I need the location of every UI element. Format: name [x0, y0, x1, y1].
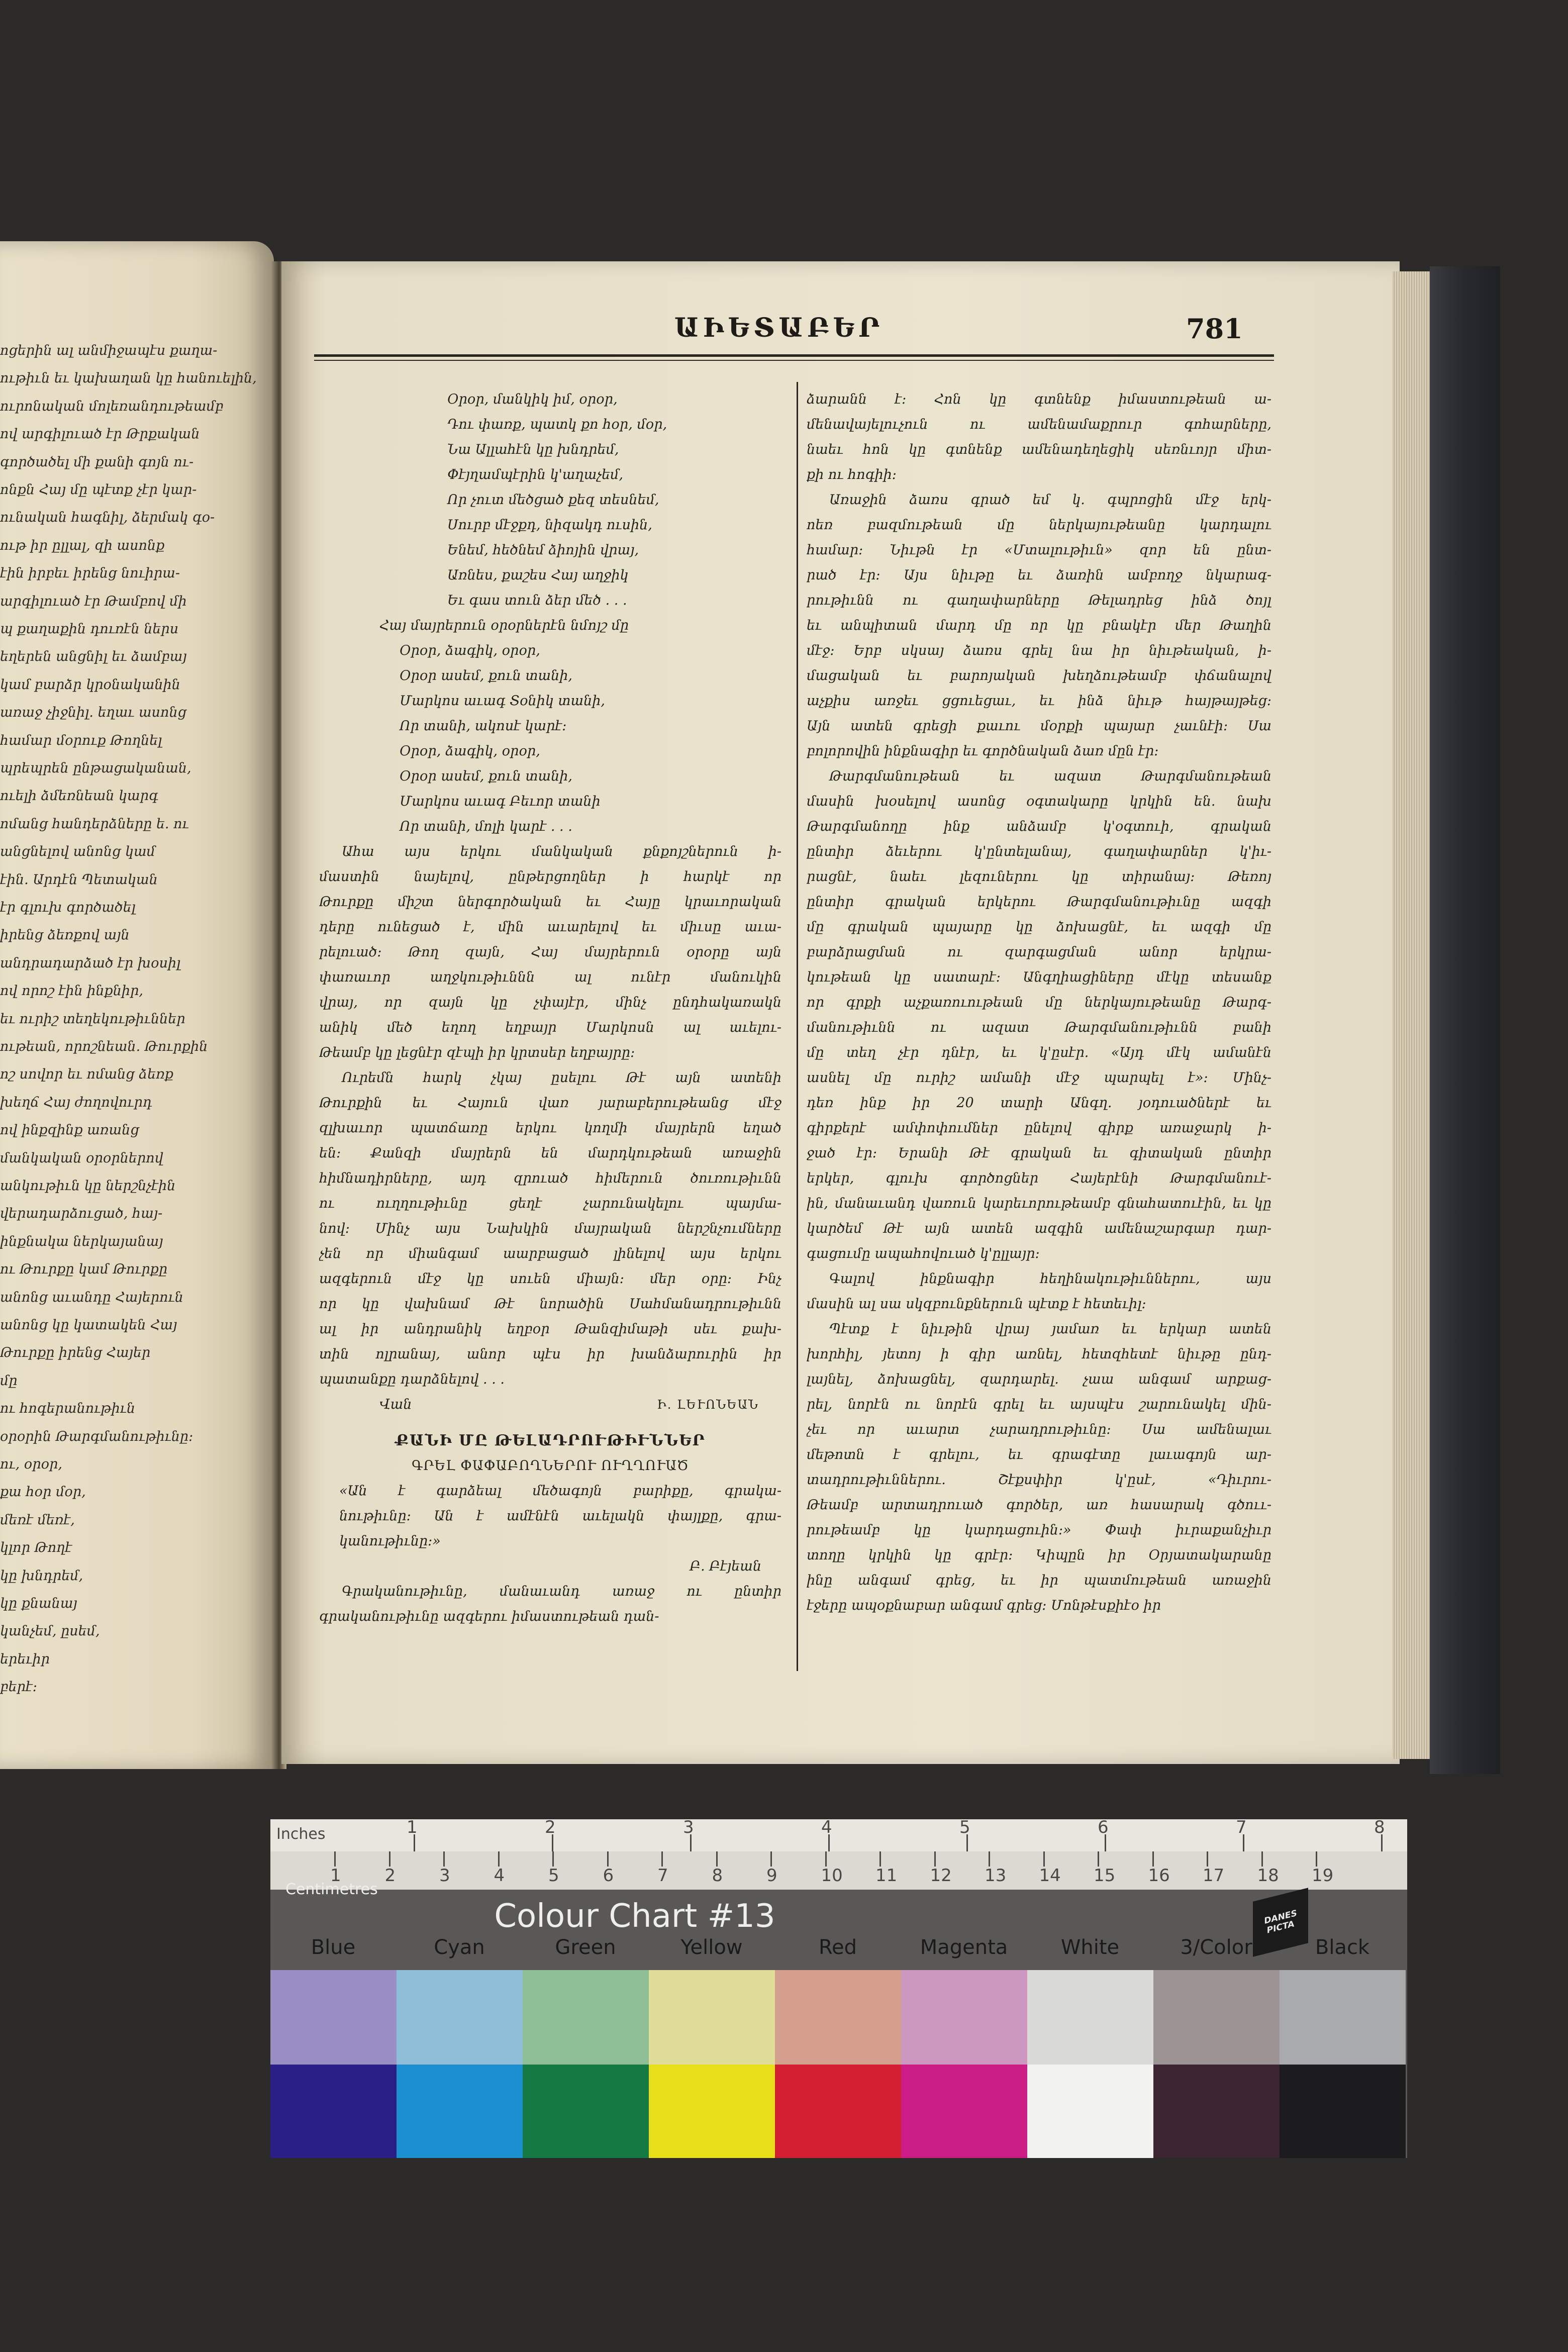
cm-tick-label: 14: [1039, 1866, 1061, 1886]
swatch-tint: [649, 1970, 775, 2065]
left-page-line: ինքնակա ներկայանայ: [0, 1233, 163, 1249]
left-page-line: անոնց կը կատակեն Հայ: [0, 1317, 177, 1333]
verse-line: Օրօր ասեմ, քուն տանի,: [400, 668, 572, 683]
verse-line: Օրօր, մանկիկ իմ, օրօր,: [447, 391, 618, 407]
left-page-line: էին. Արդէն Պետական: [0, 871, 158, 888]
text-line: մասին խօսելով ասոնց օգտակարը կրկին են. նախ: [807, 794, 1271, 809]
left-page-line: կը խնդրեմ,: [0, 1567, 83, 1584]
paragraph: [807, 1317, 1271, 1618]
inches-label: Inches: [276, 1825, 326, 1843]
left-page-line: եւ ուրիշ տեղեկութիւններ: [0, 1011, 185, 1027]
text-line: աչքիս առջեւ ցցուեցաւ, եւ ինձ նիւթ հայթայթեց:: [807, 693, 1271, 709]
text-line: ասնել մը ուրիշ ամանի մէջ պարպել է»: Մինչ-: [807, 1070, 1271, 1086]
left-page-line: ուելի ձմեռնեան կարգ: [0, 788, 158, 804]
text-line: Թարգմանողը ինք անձամբ կ'օգտուի, գրական: [807, 819, 1271, 834]
cm-tick: [498, 1851, 500, 1867]
cm-tick: [607, 1851, 609, 1867]
cm-tick: [552, 1851, 554, 1867]
text-line: են: Քանզի մայրերն են մարդկութեան առաջին: [319, 1145, 781, 1161]
text-line: տադրութիւններու. Շէքսփիր կ'ըսէ, «Դիւրու-: [807, 1472, 1271, 1488]
text-line: րացնէ, նաեւ լեզուներու կը տիրանայ: Թեռոյ: [807, 869, 1271, 885]
left-page-line: բերէ:: [0, 1679, 37, 1695]
text-line: մեթոտն է գրելու, եւ գրագէտը լաւագոյն ար-: [807, 1447, 1271, 1462]
cm-tick: [334, 1851, 336, 1867]
swatch-label: Magenta: [920, 1936, 1008, 1959]
cm-tick: [389, 1851, 390, 1867]
inch-tick-label: 6: [1098, 1817, 1109, 1837]
left-page-line: էին իրբեւ իրենց նուիրա-: [0, 565, 180, 581]
text-line: չեւ որ աւարտ չարադրութիւնը: Սա ամենալաւ: [807, 1422, 1271, 1437]
left-page-line: ութ իր ըլլալ, զի ասոնք: [0, 537, 165, 553]
text-line: մը գրական պայարը կը ձոխացնէ, եւ ազգի մը: [807, 919, 1271, 935]
text-line: կարծեմ Թէ այն ատեն ազգին ամենաշարգար դար-: [807, 1221, 1271, 1236]
verse-line: Մարկոս աւագ Բեւոր տանի: [400, 794, 601, 809]
cm-tick: [661, 1851, 663, 1867]
text-line: դերը ունեցած է, մին աւարելով եւ միւսը աւա-: [319, 919, 781, 935]
swatch-solid: [1280, 2065, 1406, 2158]
left-page-line: ու հոգերանութիւն: [0, 1401, 136, 1417]
page-edges: [1392, 271, 1432, 1759]
text-line: ին, մանաւանդ վառուն կարեւորութեամբ գնահատուէին, եւ կը: [807, 1196, 1271, 1211]
left-page-line: անկութիւն կը ներշնչէին: [0, 1178, 176, 1194]
left-page-line: Թուրքը իրենց Հայեր: [0, 1345, 151, 1361]
verse-line: Մարկոս աւագ Տօնիկ տանի,: [400, 693, 605, 709]
swatch-label: Blue: [311, 1936, 356, 1959]
epigraph-source: Բ. Բէյեան: [690, 1558, 761, 1574]
inch-tick-label: 2: [545, 1817, 556, 1837]
text-line: չեն որ միանգամ աարբացած լինելով այս երկու: [319, 1246, 781, 1261]
paragraph: [319, 1579, 781, 1629]
text-line: մէջ: Երբ սկսայ ձառս գրել նա իր նիւթեական, ի-: [807, 643, 1271, 658]
text-line: որ կը վախնամ Թէ նորածին Սահմանադրութիւնն: [319, 1296, 781, 1312]
cm-tick-label: 9: [766, 1866, 777, 1886]
text-line: տին ոլրանայ, անոր պէս իր խանձարուրին իր: [319, 1346, 781, 1362]
text-line: հիմնադիրները, այդ զրուած հիմերուն ծուռութիւնն: [319, 1170, 781, 1186]
paragraph: [319, 1065, 781, 1392]
left-page-line: կլոր Թողէ: [0, 1540, 72, 1556]
swatch-label: Green: [555, 1936, 616, 1959]
article-subtitle: ԳՐԵԼ ՓԱՓԱԲՈՂՆԵՐՈՒ ՈՒՂՂՈՒԱԾ: [412, 1458, 689, 1474]
swatch-label: Cyan: [434, 1936, 485, 1959]
cm-tick-label: 12: [930, 1866, 952, 1886]
text-line: բարձրացման ու զարգացման անոր երկրա-: [807, 944, 1271, 960]
text-line: նութիւնը: Ան է ամէնէն աւելակն փայլքը, գրա-: [339, 1508, 781, 1524]
text-line: րած էր: Այս նիւթը եւ ձառին ամբողջ նկարագ-: [807, 567, 1271, 583]
left-page-line: մանկական օրօրներով: [0, 1150, 163, 1166]
swatch-solid: [523, 2065, 649, 2158]
text-line: Այն ատեն գրեցի քաւու մօրքի պայար չաւնէի: Սա: [807, 718, 1271, 734]
inch-tick-label: 3: [683, 1817, 694, 1837]
text-line: մասին ալ սա սկզբունքներուն պէտք է հետեւիլ:: [807, 1296, 1146, 1312]
left-page-line: անցնելով անոնց կամ: [0, 844, 155, 860]
text-column-left: [319, 387, 781, 1629]
text-line: տողը կրկին կը գրէր: Կիպըն իր Օրյատակարանը: [807, 1547, 1271, 1563]
text-line: պատանքը դարձնելով . . .: [319, 1371, 505, 1387]
centimetres-label: Centimetres: [285, 1881, 378, 1898]
left-page-line: ութեան, որոշնեան. Թուրքին: [0, 1039, 208, 1054]
left-page-line: ոնքն Հայ մը պէտք չէր կար-: [0, 482, 197, 498]
text-line: Պէտք է նիւթին վրայ յամառ եւ երկար ատեն: [829, 1321, 1271, 1337]
left-page-line: էր գլուխ գործածել: [0, 900, 136, 915]
chart-title: Colour Chart #13: [494, 1898, 775, 1935]
verse-line: Դու փառք, պատկ քո հօր, մօր,: [447, 417, 667, 432]
cm-tick-label: 11: [875, 1866, 898, 1886]
verse-line: Ենեմ, հեծնեմ ձիոյին վրայ,: [447, 542, 639, 558]
swatch-solid: [397, 2065, 523, 2158]
text-line: լայնել, ձոխացնել, զարդարել. չաա անգամ արքաց-: [807, 1371, 1271, 1387]
paragraph: [319, 839, 781, 1065]
text-line: Թուրքը միշտ ներգործական եւ Հայը կրաւորական: [319, 894, 781, 910]
text-line: Թուրքին եւ Հայուն վառ յարաբերութեանց մէջ: [319, 1095, 781, 1111]
left-page-line: կամ բարձր կրօնականին: [0, 676, 180, 693]
text-line: գացումը ապահովուած կ'ըլլայր:: [807, 1246, 1040, 1261]
cm-tick: [934, 1851, 936, 1867]
cm-tick: [989, 1851, 990, 1867]
left-page-line: ունական հագնիլ, ձերմակ գօ-: [0, 510, 215, 526]
text-line: ու ուղղութիւնը ցեղէ չարունակելու պայմա-: [319, 1196, 781, 1211]
left-page-line: ոմանց հանդերձները ե. ու: [0, 816, 189, 832]
text-line: եւ անպիտան մարդ մը որ կը բնակէր մեր Թաղին: [807, 618, 1271, 633]
left-page-line: անդրադարձած էր խօսիլ: [0, 955, 181, 971]
text-line: Գալով ինքնագիր հեղինակութիւններու, այս: [829, 1271, 1271, 1287]
cm-tick: [1043, 1851, 1045, 1867]
text-line: Թեամբ արտադրուած գործեր, առ հասարակ գծոււ-: [807, 1497, 1271, 1513]
left-page-line: գործածել մի քանի գոյն ու-: [0, 454, 194, 470]
text-line: րել, նորէն ու նորէն գրել եւ այսպէս շարունակել մին-: [807, 1397, 1271, 1412]
cm-tick-label: 15: [1094, 1866, 1116, 1886]
cm-tick: [770, 1851, 772, 1867]
colour-chart-target: [270, 1819, 1407, 2158]
left-page-line: խեղճ Հայ ժողովուրդ: [0, 1094, 152, 1110]
cm-tick-label: 5: [548, 1866, 559, 1886]
inch-tick-label: 8: [1374, 1817, 1385, 1837]
cm-tick-label: 1: [330, 1866, 341, 1886]
text-line: ինը անգամ գրեց, եւ իր պատմութեան առաջին: [807, 1573, 1271, 1588]
swatch-tint: [270, 1970, 397, 2065]
cm-tick-label: 17: [1203, 1866, 1225, 1886]
cm-tick-label: 8: [712, 1866, 723, 1886]
cm-tick-label: 2: [384, 1866, 396, 1886]
cm-tick-label: 7: [657, 1866, 668, 1886]
swatch-tint: [775, 1970, 901, 2065]
swatch-solid: [1027, 2065, 1153, 2158]
text-line: րելուած: Թող զայն, Հայ մայրերուն օրօրը այն: [319, 944, 781, 960]
text-line: փառաւոր աղջկութիւննն ալ ունէր մանուկին: [319, 969, 781, 985]
running-title: ԱԻԵՏԱԲԵՐ: [674, 313, 884, 343]
left-page-line: ոցերին ալ անմիջապէս քաղա-: [0, 343, 218, 358]
left-page: [0, 241, 274, 1769]
text-line: կանութիւնը:»: [339, 1533, 441, 1549]
verse-line: Որ տանի, մոլի կարէ . . .: [400, 819, 572, 834]
left-page-line: ութիւն եւ կախաղան կը հանուելին,: [0, 370, 257, 386]
cm-tick: [825, 1851, 827, 1867]
verse-intro: Հայ մայրերուն օրօրներէն նմոյշ մը: [379, 618, 629, 633]
left-page-line: ու Թուրքը կամ Թուրքը: [0, 1261, 168, 1278]
left-page-line: վերադարձուցած, հայ-: [0, 1206, 163, 1222]
left-page-line: պ քաղաքին դուռէն ներս: [0, 621, 179, 637]
swatch-solid: [1153, 2065, 1280, 2158]
verse-line: Նա Ալլահէն կը խնդրեմ,: [447, 442, 619, 457]
text-line: դեռ ինք իր 20 տարի Անգղ. յօդուածներէ եւ: [807, 1095, 1271, 1111]
left-page-line: անոնց աւանդը Հայերուն: [0, 1289, 183, 1305]
cm-tick: [879, 1851, 881, 1867]
text-line: «Ան է գարձեալ մեծագոյն բարիքը, գրակա-: [339, 1483, 781, 1499]
left-page-line: ով արգիլուած էր Թրքական: [0, 426, 200, 442]
cm-tick-label: 3: [439, 1866, 450, 1886]
verse-line: Որ չուտ մեծցած քեզ տեսնեմ,: [447, 492, 659, 508]
page-number: 781: [1186, 313, 1243, 345]
cm-tick: [1316, 1851, 1317, 1867]
text-line: ձարանն է: Հոն կը գտնենք իմաստութեան ա-: [807, 391, 1271, 407]
cm-tick-label: 6: [603, 1866, 614, 1886]
text-line: կութեան կը սատարէ: Անգղիացիները մէկը տեսանք: [807, 969, 1271, 985]
verse-line: Օրօր, ձագիկ, օրօր,: [400, 743, 540, 759]
cm-tick: [443, 1851, 445, 1867]
left-page-line: եղերեն անցնիլ եւ ձամբայ: [0, 649, 187, 665]
swatch-label: Red: [819, 1936, 857, 1959]
text-line: գրականութիւնը ազգերու իմաստութեան դան-: [319, 1609, 659, 1624]
text-line: ընտիր գրական երկերու Թարգմանութիւնը ազգի: [807, 894, 1271, 910]
paragraph: [807, 1266, 1271, 1317]
left-page-line: արգիլուած էր Թամբով մի: [0, 593, 187, 609]
text-line: Ահա այս երկու մանկական քնքոյշներուն ի-: [342, 844, 781, 859]
text-line: գիրքերէ ամփոփումներ ընելով գիրք առաջարկ ի-: [807, 1120, 1271, 1136]
swatch-tint: [397, 1970, 523, 2065]
header-rule-thin: [314, 360, 1274, 361]
text-line: վրայ, որ զայն կը չփայէր, մինչ ընդհակառակն: [319, 995, 781, 1010]
left-page-line: կանչեմ, ըսեմ,: [0, 1623, 100, 1639]
text-line: երկեր, գլուխ գործոցներ Հայերէնի Թարգմանուէ-: [807, 1170, 1271, 1186]
text-column-right: [807, 387, 1271, 1618]
left-page-line: պրեպրեն ընթացականան,: [0, 760, 191, 776]
text-line: էջերը ապօքնաբար անգամ գրեց: Մոնթէսքիէօ իր: [807, 1598, 1161, 1613]
inch-tick-label: 7: [1236, 1817, 1247, 1837]
left-page-line: օրօրին Թարգմանութիւնը:: [0, 1428, 193, 1444]
text-line: խորհիլ, յետոյ ի գիր առնել, հետզհետէ նիւթը ընդ-: [807, 1346, 1271, 1362]
signature-row: [319, 1392, 781, 1417]
cm-tick: [716, 1851, 718, 1867]
verse-line: Օրօր ասեմ, քուն տանի,: [400, 768, 572, 784]
cm-tick-label: 18: [1257, 1866, 1279, 1886]
author-signature: Ի. ԼԵՒՈՆԵԱՆ: [657, 1398, 759, 1412]
text-line: Թեամբ կը լեցնէր զէպի իր կրտսեր եղբայրը:: [319, 1045, 635, 1060]
text-line: մացական եւ բարոյական խեղձութեամբ փճանալով: [807, 668, 1271, 683]
text-line: Առաջին ձառս գրած եմ կ. գպրոցին մէջ երկ-: [829, 492, 1271, 508]
left-page-line: առաջ չիջնիլ. եղաւ ասոնց: [0, 705, 186, 721]
column-divider: [797, 382, 798, 1671]
text-line: համար: Նիւթն էր «Մտալութիւն» զոր են ընտ-: [807, 542, 1271, 558]
left-page-line: մեռէ մեռէ,: [0, 1512, 75, 1528]
article-title: ՔԱՆԻ ՄԸ ԹԵԼԱԴՐՈՒԹԻՒՆՆԵՐ: [395, 1432, 706, 1449]
inch-ruler: [270, 1819, 1407, 1852]
place: Վան: [379, 1397, 412, 1412]
text-line: քի ու հոգիի:: [807, 467, 897, 482]
text-line: մանութիւնն ու ազատ Թարգմանութիւնն բանի: [807, 1020, 1271, 1035]
text-line: Թարգմանութեան եւ ազատ Թարգմանութեան: [829, 768, 1271, 784]
text-line: նաեւ հոն կը գտնենք ամենադեղեցիկ սեռնւոյր միտ-: [807, 442, 1271, 457]
swatch-tint: [1027, 1970, 1153, 2065]
swatch-solid: [649, 2065, 775, 2158]
text-line: Գրականութիւնը, մանաւանդ առաջ ու ընտիր: [342, 1584, 781, 1599]
text-line: որ գրքի աչքառուութեան մը ներկայութեանը Թարգ-: [807, 995, 1271, 1010]
paragraph: [807, 387, 1271, 487]
swatch-label: Yellow: [680, 1936, 743, 1959]
verse-line: Որ տանի, ակոսէ կարէ:: [400, 718, 567, 734]
paragraph: [807, 764, 1271, 1266]
left-page-line: ու, օրօր,: [0, 1456, 63, 1472]
left-page-line: քա հօր մօր,: [0, 1484, 86, 1500]
text-line: ազգերուն մէջ կը սուեն միայն: մեր օրը: Ինչ: [319, 1271, 781, 1287]
verse-line: Օրօր, ձագիկ, օրօր,: [400, 643, 540, 658]
text-line: ընտիր ձեւերու կ'ընտելանայ, գաղափարներ կ'իւ-: [807, 844, 1271, 859]
cm-tick-label: 19: [1312, 1866, 1334, 1886]
verse-line: Եւ գաս տուն ձեր մեծ . . .: [447, 593, 627, 608]
left-page-line: իրենց ձեռքով այն: [0, 927, 130, 943]
swatch-tint: [1153, 1970, 1280, 2065]
swatch-solid: [270, 2065, 397, 2158]
text-line: անիկ մեծ եղող եղբայր Մարկոսն ալ աւելու-: [319, 1020, 781, 1035]
swatch-solid: [901, 2065, 1027, 2158]
cm-tick: [1261, 1851, 1263, 1867]
text-line: Ուրեմն հարկ չկայ ըսելու Թէ այն ատենի: [342, 1070, 781, 1086]
text-line: ջած էր: Երանի Թէ գրական եւ գիտական ընտիր: [807, 1145, 1271, 1161]
left-page-line: ով ինքզինք առանց: [0, 1122, 139, 1138]
paragraph: [807, 487, 1271, 764]
verse-line: Առնես, քաշես Հայ աղջիկ: [447, 567, 629, 583]
text-line: մաստին նայելով, ընթերցողներ ի հարկէ որ: [319, 869, 781, 885]
text-line: զլխաւոր պատճառը երկու կողմի մայրերն եղած: [319, 1120, 781, 1136]
swatch-tint: [1280, 1970, 1406, 2065]
cm-tick: [1098, 1851, 1099, 1867]
text-line: րութեամբ կը կարդացուին:» Փափ իւրաքանչիւր: [807, 1522, 1271, 1538]
cm-tick: [1152, 1851, 1154, 1867]
text-line: մը տեղ չէր դնէր, եւ կ'ըսէր. «Այդ մէկ ամանէն: [807, 1045, 1271, 1060]
text-line: բոլորովին ինքնագիր եւ գործնական ձառ մըն էր:: [807, 743, 1159, 759]
left-page-line: երեւիր: [0, 1651, 50, 1667]
lullaby-armenian: [319, 638, 781, 839]
cm-tick-label: 13: [985, 1866, 1007, 1886]
text-line: րութիւնն ու գաղափարները Թելադրեց ինձ ծոյլ: [807, 593, 1271, 608]
swatch-label: 3/Color: [1180, 1936, 1252, 1959]
left-page-line: համար մօրուք Թողնել: [0, 732, 162, 748]
inch-tick-label: 4: [821, 1817, 832, 1837]
text-line: ալ իր անդրանիկ եղբօր Թանզիմաթի սեւ քախ-: [319, 1321, 781, 1337]
inch-tick-label: 1: [407, 1817, 418, 1837]
swatch-label: White: [1060, 1936, 1120, 1959]
swatch-tint: [523, 1970, 649, 2065]
cm-ruler: [270, 1851, 1407, 1890]
lullaby-turkish: [319, 387, 781, 613]
swatch-label: Black: [1315, 1936, 1370, 1959]
header-rule: [314, 354, 1274, 357]
inch-tick-label: 5: [959, 1817, 970, 1837]
text-line: մենավայելուչուն ու ամենամաքրուր գոհարները,: [807, 417, 1271, 432]
cm-tick: [1207, 1851, 1208, 1867]
book-cover: [1430, 266, 1500, 1774]
swatch-tint: [901, 1970, 1027, 2065]
left-page-line: մը: [0, 1373, 18, 1389]
text-line: նով: Մինչ այս Նախկին մայրական ներշնչումները: [319, 1221, 781, 1236]
cm-tick-label: 16: [1148, 1866, 1170, 1886]
epigraph: [319, 1479, 781, 1554]
cm-tick-label: 10: [821, 1866, 843, 1886]
left-page-line: ով որոշ էին ինքնիր,: [0, 983, 143, 999]
cm-tick-label: 4: [494, 1866, 505, 1886]
verse-line: Փէյղամպէրին կ'աղաչեմ,: [447, 467, 624, 482]
verse-line: Սուրբ մէջքդ, նիզակդ ուսին,: [447, 517, 652, 533]
danes-picta-logo: DANES PICTA: [1253, 1888, 1308, 1956]
left-page-line: ոշ սովոր եւ ոմանց ձեռք: [0, 1066, 174, 1083]
left-page-line: ուրոնական մոլեռանդութեամբ: [0, 398, 224, 414]
text-line: ոեռ բազմութեան մը ներկայութեանը կարդալու: [807, 517, 1271, 533]
swatch-solid: [775, 2065, 901, 2158]
left-page-line: կը քնանայ: [0, 1596, 77, 1611]
